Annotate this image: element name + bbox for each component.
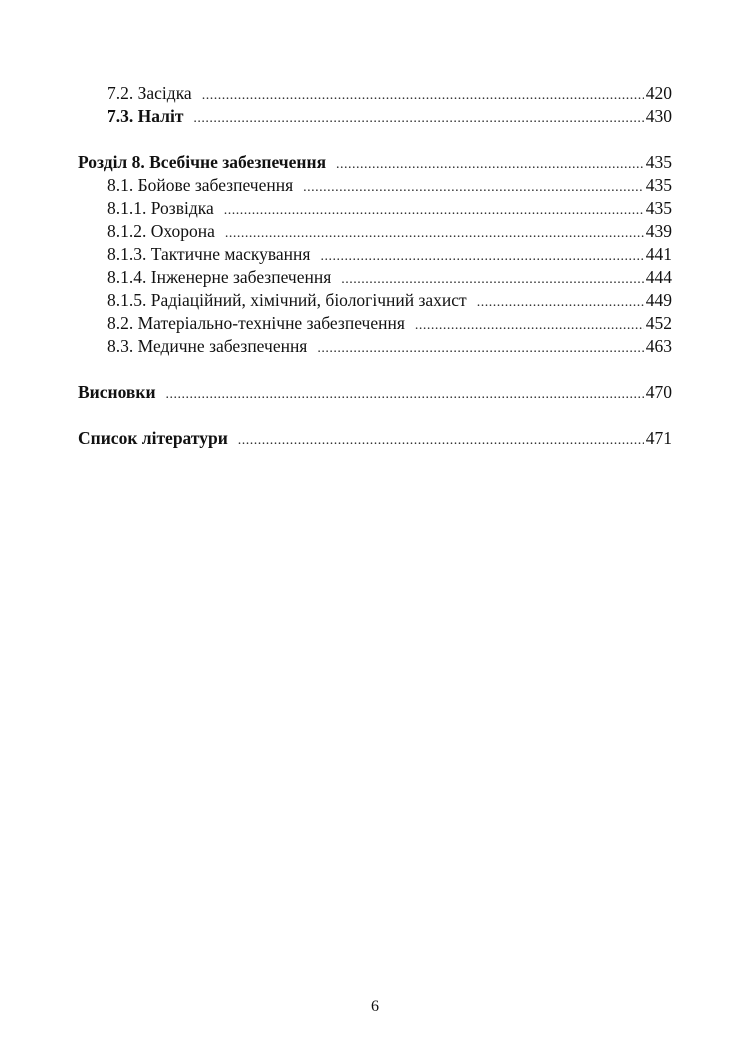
table-of-contents — [78, 82, 672, 450]
toc-entry-conclusions — [78, 381, 672, 404]
toc-dot-leader — [193, 107, 643, 130]
toc-entry-label: Розділ 8. Всебічне забезпечення — [78, 152, 327, 172]
toc-entry-label: 8.1.5. Радіаційний, хімічний, біологічний захист — [107, 290, 467, 310]
toc-entry-page: 441 — [645, 244, 672, 264]
toc-dot-leader — [320, 245, 643, 268]
toc-entry-8-1 — [78, 174, 672, 197]
toc-entry-8-1-3 — [78, 243, 672, 266]
toc-entry-8-3 — [78, 335, 672, 358]
toc-dot-leader — [225, 222, 644, 245]
toc-entry-page: 435 — [645, 175, 672, 195]
toc-entry-page: 463 — [645, 336, 672, 356]
toc-entry-label: 7.3. Наліт — [107, 106, 184, 126]
toc-entry-8-1-4 — [78, 266, 672, 289]
toc-dot-leader — [341, 268, 643, 291]
toc-dot-leader — [336, 153, 644, 176]
toc-entry-page: 430 — [645, 106, 672, 126]
toc-entry-8-1-2 — [78, 220, 672, 243]
toc-entry-label: 8.1.3. Тактичне маскування — [107, 244, 311, 264]
toc-entry-label: 8.1. Бойове забезпечення — [107, 175, 294, 195]
toc-entry-label: 8.1.2. Охорона — [107, 221, 215, 241]
toc-entry-page: 435 — [645, 198, 672, 218]
toc-dot-leader — [303, 176, 644, 199]
toc-entry-chapter-8 — [78, 151, 672, 174]
toc-dot-leader — [317, 337, 643, 360]
toc-entry-page: 471 — [645, 428, 672, 448]
toc-dot-leader — [238, 429, 644, 452]
toc-entry-page: 449 — [645, 290, 672, 310]
toc-entry-page: 439 — [645, 221, 672, 241]
toc-dot-leader — [477, 291, 644, 314]
toc-entry-label: 7.2. Засідка — [107, 83, 192, 103]
toc-entry-page: 470 — [645, 382, 672, 402]
toc-entry-page: 452 — [645, 313, 672, 333]
toc-entry-7-2 — [78, 82, 672, 105]
toc-entry-label: 8.1.4. Інженерне забезпечення — [107, 267, 332, 287]
toc-dot-leader — [415, 314, 644, 337]
toc-entry-label: Висновки — [78, 382, 156, 402]
toc-entry-page: 435 — [645, 152, 672, 172]
toc-entry-label: Список літератури — [78, 428, 228, 448]
toc-entry-references — [78, 427, 672, 450]
toc-entry-8-1-1 — [78, 197, 672, 220]
toc-entry-label: 8.1.1. Розвідка — [107, 198, 214, 218]
toc-dot-leader — [224, 199, 644, 222]
page-number: 6 — [371, 998, 379, 1015]
toc-entry-label: 8.2. Матеріально-технічне забезпечення — [107, 313, 405, 333]
toc-dot-leader — [202, 84, 644, 107]
toc-dot-leader — [166, 383, 644, 406]
toc-entry-8-1-5 — [78, 289, 672, 312]
toc-entry-page: 420 — [645, 83, 672, 103]
toc-entry-7-3 — [78, 105, 672, 128]
toc-entry-8-2 — [78, 312, 672, 335]
toc-entry-label: 8.3. Медичне забезпечення — [107, 336, 308, 356]
toc-entry-page: 444 — [645, 267, 672, 287]
